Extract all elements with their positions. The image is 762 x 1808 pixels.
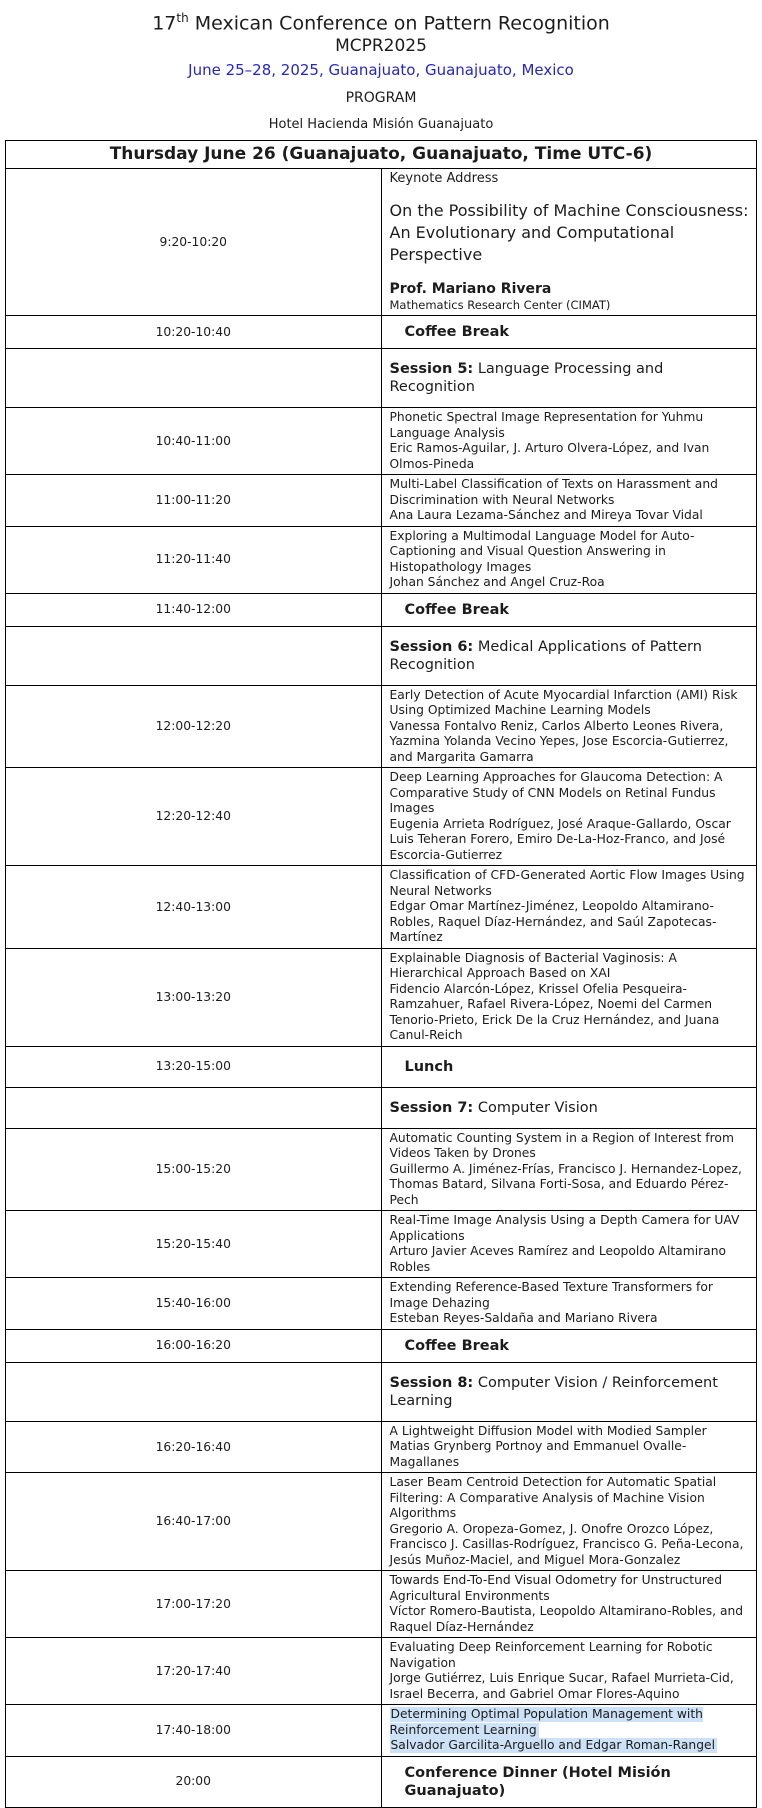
paper-title: Real-Time Image Analysis Using a Depth Camera for UAV Applications (389, 1213, 740, 1243)
paper-row (6, 475, 757, 527)
session-topic: Computer Vision (473, 1099, 598, 1116)
paper-authors: Eugenia Arrieta Rodríguez, José Araque-Gallardo, Oscar Luis Teheran Forero, Emiro De-La-Hoz-Franco, and José Escorcia-Gutierrez (389, 816, 731, 862)
session-header (390, 1374, 751, 1410)
paper-row (6, 1571, 757, 1638)
paper-title: Towards End-To-End Visual Odometry for Unstructured Agricultural Environments (389, 1573, 723, 1603)
paper-authors-highlighted (390, 1738, 751, 1754)
time-cell: 12:40-13:00 (6, 866, 382, 949)
paper-title: Explainable Diagnosis of Bacterial Vaginosis: A Hierarchical Approach Based on XAI (389, 950, 677, 981)
session-number: Session 8: (389, 1374, 474, 1391)
time-cell: 15:20-15:40 (6, 1211, 382, 1278)
paper-title: Extending Reference-Based Texture Transformers for Image Dehazing (389, 1280, 713, 1310)
paper-authors: Ana Laura Lezama-Sánchez and Mireya Tovar Vidal (389, 508, 703, 523)
time-cell (6, 1362, 382, 1421)
time-cell: 10:40-11:00 (6, 408, 382, 475)
session-number: Session 7: (389, 1099, 474, 1116)
paper-row (6, 1421, 757, 1473)
paper-authors: Vanessa Fontalvo Reniz, Carlos Alberto Leones Rivera, Yazmina Yolanda Vecino Yepes, Jose Escorcia-Gutierrez, and Margarita Gamarra (389, 718, 729, 764)
time-cell: 16:00-16:20 (6, 1329, 382, 1362)
session-header (390, 638, 751, 674)
lunch-row (6, 1046, 757, 1087)
time-cell (6, 349, 382, 408)
paper-row (6, 1473, 757, 1571)
paper-row (6, 866, 757, 949)
title-text: Mexican Conference on Pattern Recognition (188, 12, 610, 35)
time-cell: 11:20-11:40 (6, 526, 382, 593)
program-label: PROGRAM (345, 90, 417, 107)
paper-authors: Johan Sánchez and Angel Cruz-Roa (389, 575, 605, 590)
time-cell: 16:40-17:00 (6, 1473, 382, 1571)
paper-title: Automatic Counting System in a Region of Interest from Videos Taken by Drones (389, 1130, 734, 1161)
paper-row (6, 1638, 757, 1705)
paper-row (6, 768, 757, 866)
paper-row (6, 526, 757, 593)
session-header (390, 360, 751, 396)
paper-authors: Jorge Gutiérrez, Luis Enrique Sucar, Rafael Murrieta-Cid, Israel Becerra, and Gabriel Omar Flores-Aquino (389, 1671, 734, 1701)
paper-title: Exploring a Multimodal Language Model for Auto-Captioning and Visual Question Answering in Histopathology Images (389, 528, 695, 574)
time-cell: 17:00-17:20 (6, 1571, 382, 1638)
time-cell: 12:20-12:40 (6, 768, 382, 866)
coffee-break-row (6, 1329, 757, 1362)
time-cell: 11:40-12:00 (6, 593, 382, 626)
time-cell: 11:00-11:20 (6, 475, 382, 527)
paper-title: Classification of CFD-Generated Aortic Flow Images Using Neural Networks (389, 868, 745, 898)
time-cell: 12:00-12:20 (6, 685, 382, 768)
paper-authors: Arturo Javier Aceves Ramírez and Leopoldo Altamirano Robles (389, 1244, 727, 1274)
break-label: Coffee Break (404, 601, 510, 618)
coffee-break-row (6, 593, 757, 626)
session-header-row (6, 349, 757, 408)
keynote-affiliation: Mathematics Research Center (CIMAT) (389, 298, 611, 313)
paper-row (6, 685, 757, 768)
paper-authors: Víctor Romero-Bautista, Leopoldo Altamirano-Robles, and Raquel Díaz-Hernández (389, 1604, 744, 1634)
title-ordinal-superscript: th (176, 11, 189, 25)
break-label: Coffee Break (404, 1337, 510, 1354)
keynote-label: Keynote Address (389, 171, 499, 187)
paper-row-highlighted (6, 1705, 757, 1757)
time-cell: 15:40-16:00 (6, 1278, 382, 1330)
time-cell: 9:20-10:20 (6, 169, 382, 316)
dinner-label: Conference Dinner (Hotel Misión Guanajuato) (404, 1764, 671, 1799)
time-cell: 17:40-18:00 (6, 1705, 382, 1757)
title-number: 17 (152, 12, 177, 35)
session-header-row (6, 1362, 757, 1421)
conference-acronym: MCPR2025 (335, 36, 427, 57)
conference-dates: June 25–28, 2025, Guanajuato, Guanajuato, Mexico (188, 61, 574, 80)
selected-text: Determining Optimal Population Management with Reinforcement Learning (389, 1707, 703, 1737)
session-topic: Computer Vision / Reinforcement Learning (389, 1374, 718, 1409)
paper-title: A Lightweight Diffusion Model with Modied Sampler (389, 1423, 707, 1438)
paper-title: Evaluating Deep Reinforcement Learning for Robotic Navigation (389, 1640, 713, 1670)
time-cell: 20:00 (6, 1756, 382, 1807)
time-cell (6, 1087, 382, 1128)
session-topic: Language Processing and Recognition (389, 361, 664, 396)
lunch-label: Lunch (404, 1058, 454, 1075)
paper-authors: Fidencio Alarcón-López, Krissel Ofelia Pesqueira-Ramzahuer, Rafael Rivera-López, Noemi del Carmen Tenorio-Prieto, Erick De la Cruz Hernández, and Juana Canul-Reich (389, 981, 720, 1043)
session-header (390, 1099, 751, 1117)
keynote-speaker: Prof. Mariano Rivera (389, 281, 552, 298)
time-cell: 16:20-16:40 (6, 1421, 382, 1473)
selected-text: Salvador Garcilita-Arguello and Edgar Roman-Rangel (390, 1738, 716, 1753)
venue-name: Hotel Hacienda Misión Guanajuato (268, 117, 494, 133)
paper-row (6, 1211, 757, 1278)
day-header-row (6, 141, 757, 169)
coffee-break-row (6, 316, 757, 349)
paper-row (6, 1128, 757, 1211)
conference-title (0, 6, 762, 35)
paper-row (6, 948, 757, 1046)
paper-title: Laser Beam Centroid Detection for Automatic Spatial Filtering: A Comparative Analysis of Machine Vision Algorithms (389, 1475, 717, 1521)
keynote-title: On the Possibility of Machine Consciousness: An Evolutionary and Computational Perspective (389, 201, 749, 265)
paper-authors: Eric Ramos-Aguilar, J. Arturo Olvera-López, and Ivan Olmos-Pineda (389, 441, 710, 471)
time-cell: 15:00-15:20 (6, 1128, 382, 1211)
schedule-table (5, 140, 757, 1808)
session-header-row (6, 626, 757, 685)
paper-title: Multi-Label Classification of Texts on Harassment and Discrimination with Neural Networks (389, 477, 718, 507)
session-number: Session 6: (389, 638, 474, 655)
paper-title: Deep Learning Approaches for Glaucoma Detection: A Comparative Study of CNN Models on Retinal Fundus Images (389, 770, 723, 816)
time-cell (6, 626, 382, 685)
session-topic: Medical Applications of Pattern Recognition (389, 638, 702, 673)
time-cell: 17:20-17:40 (6, 1638, 382, 1705)
paper-authors: Matias Grynberg Portnoy and Emmanuel Ovalle-Magallanes (389, 1439, 687, 1469)
paper-title-highlighted (390, 1707, 751, 1738)
paper-title: Phonetic Spectral Image Representation for Yuhmu Language Analysis (389, 410, 704, 440)
conference-dinner-row (6, 1756, 757, 1807)
paper-row (6, 1278, 757, 1330)
document-header (0, 0, 762, 133)
time-cell: 13:00-13:20 (6, 948, 382, 1046)
paper-authors: Esteban Reyes-Saldaña and Mariano Rivera (389, 1311, 658, 1326)
keynote-cell (381, 169, 757, 316)
keynote-row (6, 169, 757, 316)
time-cell: 13:20-15:00 (6, 1046, 382, 1087)
paper-authors: Edgar Omar Martínez-Jiménez, Leopoldo Altamirano-Robles, Raquel Díaz-Hernández, and Saúl Zapotecas-Martínez (389, 899, 717, 945)
day-header: Thursday June 26 (Guanajuato, Guanajuato, Time UTC-6) (6, 141, 757, 169)
paper-authors: Guillermo A. Jiménez-Frías, Francisco J. Hernandez-Lopez, Thomas Batard, Silvana Forti-Sosa, and Eduardo Pérez-Pech (389, 1161, 742, 1207)
session-header-row (6, 1087, 757, 1128)
paper-row (6, 408, 757, 475)
time-cell: 10:20-10:40 (6, 316, 382, 349)
paper-authors: Gregorio A. Oropeza-Gomez, J. Onofre Orozco López, Francisco J. Casillas-Rodríguez, Francisco G. Peña-Lecona, Jesús Muñoz-Maciel, and Miguel Mora-Gonzalez (389, 1521, 744, 1567)
paper-title: Early Detection of Acute Myocardial Infarction (AMI) Risk Using Optimized Machine Learning Models (389, 687, 738, 718)
break-label: Coffee Break (404, 324, 510, 341)
session-number: Session 5: (389, 361, 474, 378)
